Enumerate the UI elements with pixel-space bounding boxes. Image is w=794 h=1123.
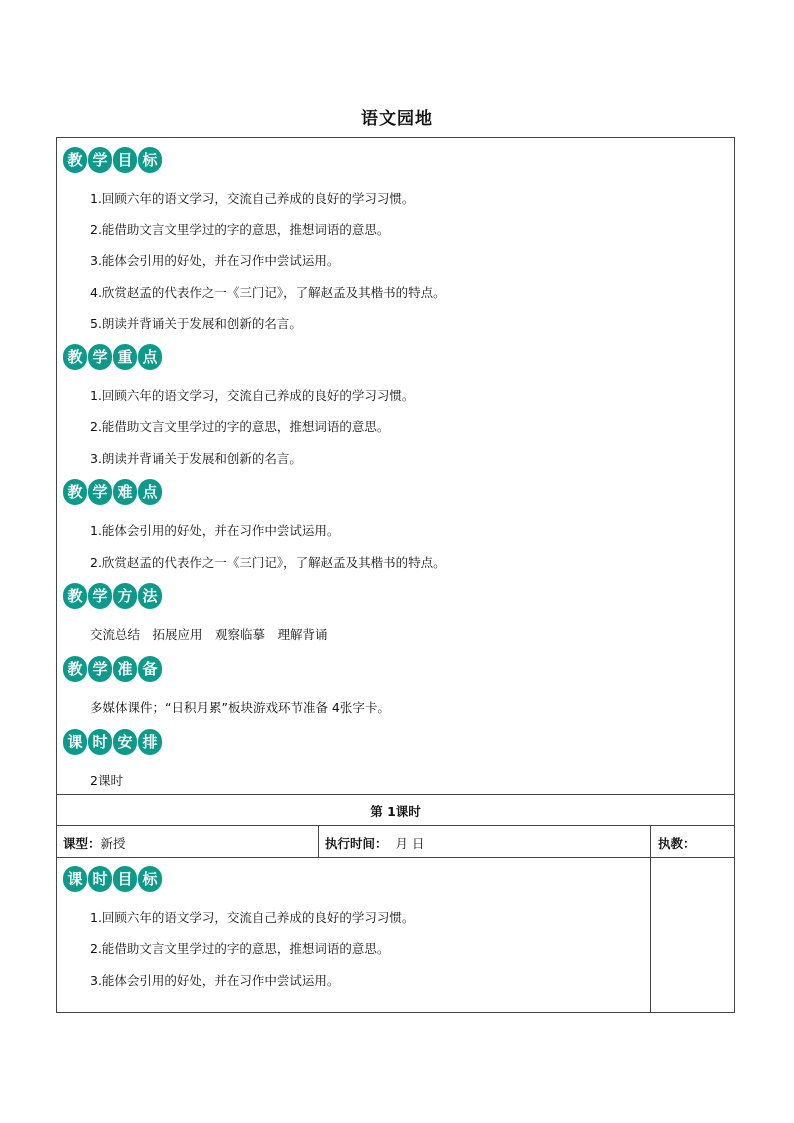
badge-char: 教	[63, 147, 87, 173]
badge-char: 学	[88, 583, 112, 609]
badge-char: 教	[63, 656, 87, 682]
list-item: 1.回顾六年的语文学习，交流自己养成的良好的学习习惯。	[90, 910, 415, 925]
list-item: 3.朗读并背诵关于发展和创新的名言。	[90, 451, 302, 466]
table-divider	[318, 825, 319, 857]
badge-char: 课	[63, 729, 87, 755]
section-badge-preparation	[63, 656, 162, 682]
section-badge-key-points	[63, 344, 162, 370]
list-item: 2.能借助文言文里学过的字的意思，推想词语的意思。	[90, 419, 390, 434]
list-item: 3.能体会引用的好处，并在习作中尝试运用。	[90, 973, 340, 988]
badge-char: 点	[138, 479, 162, 505]
lesson-teacher: 执教：	[658, 836, 696, 851]
badge-char: 排	[138, 729, 162, 755]
badge-char: 标	[138, 147, 162, 173]
list-item: 2.能借助文言文里学过的字的意思，推想词语的意思。	[90, 941, 390, 956]
badge-char: 目	[113, 147, 137, 173]
badge-char: 时	[88, 866, 112, 892]
table-divider	[56, 794, 735, 795]
table-divider	[650, 825, 651, 1013]
badge-char: 学	[88, 344, 112, 370]
table-divider	[56, 857, 735, 858]
badge-char: 法	[138, 583, 162, 609]
section-badge-schedule	[63, 729, 162, 755]
list-item: 1.回顾六年的语文学习，交流自己养成的良好的学习习惯。	[90, 388, 415, 403]
table-divider	[56, 825, 735, 826]
section-badge-goals	[63, 147, 162, 173]
section-badge-difficulties	[63, 479, 162, 505]
list-item: 5.朗读并背诵关于发展和创新的名言。	[90, 316, 302, 331]
badge-char: 方	[113, 583, 137, 609]
list-item: 2.能借助文言文里学过的字的意思，推想词语的意思。	[90, 222, 390, 237]
list-item: 1.能体会引用的好处，并在习作中尝试运用。	[90, 523, 340, 538]
list-item: 2.欣赏赵孟的代表作之一《三门记》，了解赵孟及其楷书的特点。	[90, 555, 446, 570]
badge-char: 教	[63, 344, 87, 370]
section-badge-lesson-goals	[63, 866, 162, 892]
badge-char: 时	[88, 729, 112, 755]
badge-char: 教	[63, 583, 87, 609]
list-item: 交流总结 拓展应用 观察临摹 理解背诵	[90, 627, 328, 642]
badge-char: 学	[88, 656, 112, 682]
badge-char: 备	[138, 656, 162, 682]
list-item: 2课时	[90, 773, 123, 788]
badge-char: 课	[63, 866, 87, 892]
lesson-heading: 第 1课时	[370, 804, 421, 819]
list-item: 4.欣赏赵孟的代表作之一《三门记》，了解赵孟及其楷书的特点。	[90, 285, 446, 300]
list-item: 1.回顾六年的语文学习，交流自己养成的良好的学习习惯。	[90, 191, 415, 206]
badge-char: 点	[138, 344, 162, 370]
page-title: 语文园地	[361, 109, 433, 129]
badge-char: 目	[113, 866, 137, 892]
badge-char: 标	[138, 866, 162, 892]
badge-char: 教	[63, 479, 87, 505]
section-badge-methods	[63, 583, 162, 609]
list-item: 3.能体会引用的好处，并在习作中尝试运用。	[90, 253, 340, 268]
badge-char: 安	[113, 729, 137, 755]
badge-char: 重	[113, 344, 137, 370]
list-item: 多媒体课件；“日积月累”板块游戏环节准备 4张字卡。	[90, 700, 390, 715]
badge-char: 学	[88, 479, 112, 505]
badge-char: 学	[88, 147, 112, 173]
badge-char: 准	[113, 656, 137, 682]
lesson-time: 执行时间： 月 日	[325, 836, 425, 851]
lesson-type: 课型：新授	[63, 836, 126, 851]
badge-char: 难	[113, 479, 137, 505]
